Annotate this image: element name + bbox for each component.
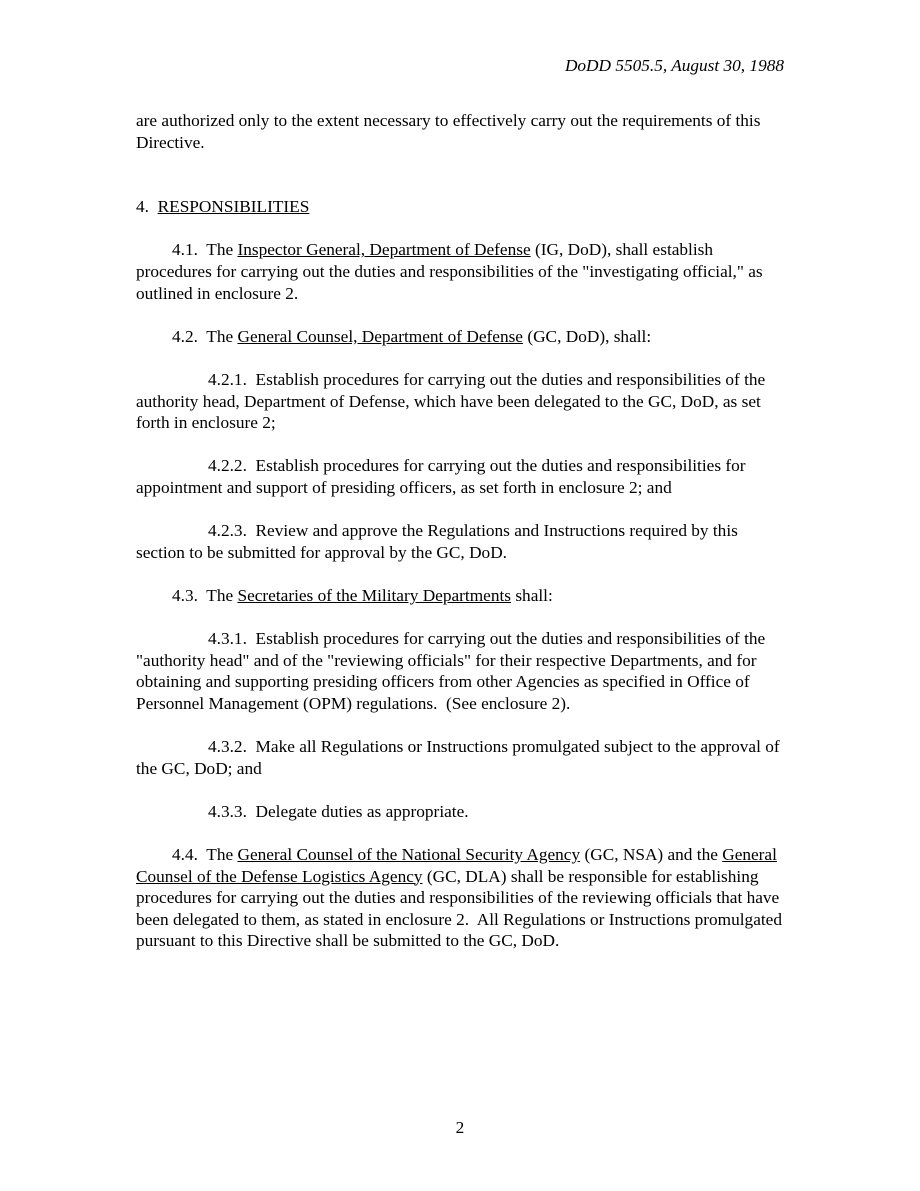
paragraph-4-2-1: 4.2.1. Establish procedures for carrying out the duties and responsibilities of the authority head, Department of Defense, which have been delegated to the GC, DoD, as set forth in enclosure 2; [136,369,766,433]
paragraph-number: 4.3.1. [208,629,247,649]
entity-name: General Counsel of the Defense Logistics Agency [136,845,777,886]
paragraph-4-2: 4.2. The General Counsel, Department of Defense (GC, DoD), shall: [172,326,652,346]
section-number: 4. [136,197,149,217]
paragraph-4-3-1: 4.3.1. Establish procedures for carrying out the duties and responsibilities of the "authority head" and of the "reviewing officials" for their respective Departments, and for obtaining and supporting presiding officers from other Agencies as specified in Office of Personnel Management (OPM) regulations. (See enclosure 2). [136,629,770,713]
paragraph-4-4: 4.4. The General Counsel of the National Security Agency (GC, NSA) and the General Counsel of the Defense Logistics Agency (GC, DLA) shall be responsible for establishing procedures for carrying out the duties and responsibilities of the reviewing officials that have been delegated to them, as stated in enclosure 2. All Regulations or Instructions promulgated pursuant to this Directive shall be submitted to the GC, DoD. [136,845,787,951]
paragraph-4-1: 4.1. The Inspector General, Department of Defense (IG, DoD), shall establish procedures for carrying out the duties and responsibilities of the "investigating official," as outlined in enclosure 2. [136,240,763,303]
running-header: DoDD 5505.5, August 30, 1988 [564,56,784,75]
entity-name: Inspector General, Department of Defense [237,240,531,260]
paragraph-4-2-3: 4.2.3. Review and approve the Regulations and Instructions required by this section to be submitted for approval by the GC, DoD. [136,521,738,562]
paragraph-4-3: 4.3. The Secretaries of the Military Departments shall: [172,585,553,605]
section-title: RESPONSIBILITIES [157,197,310,217]
paragraph-number: 4.4. [172,845,198,864]
paragraph-4-2-2: 4.2.2. Establish procedures for carrying out the duties and responsibilities for appointment and support of presiding officers, as set forth in enclosure 2; and [136,456,746,497]
page-number: 2 [455,1118,465,1137]
continuation-paragraph: are authorized only to the extent necessary to effectively carry out the requirements of this Directive. [136,111,761,152]
paragraph-number: 4.1. [172,240,198,260]
paragraph-number: 4.3.3. [208,801,247,821]
paragraph-number: 4.2.2. [208,456,247,476]
entity-name: Secretaries of the Military Departments [237,585,511,605]
entity-name: General Counsel of the National Security Agency [237,845,581,864]
paragraph-number: 4.2. [172,326,198,346]
paragraph-4-3-3: 4.3.3. Delegate duties as appropriate. [208,801,469,821]
entity-name: General Counsel, Department of Defense [237,326,523,346]
paragraph-number: 4.3. [172,585,198,605]
document-body [136,110,791,974]
paragraph-number: 4.2.3. [208,521,247,541]
paragraph-number: 4.3.2. [208,737,247,757]
paragraph-number: 4.2.1. [208,369,247,389]
paragraph-4-3-2: 4.3.2. Make all Regulations or Instructions promulgated subject to the approval of the GC, DoD; and [136,737,780,778]
section-heading [136,196,791,218]
